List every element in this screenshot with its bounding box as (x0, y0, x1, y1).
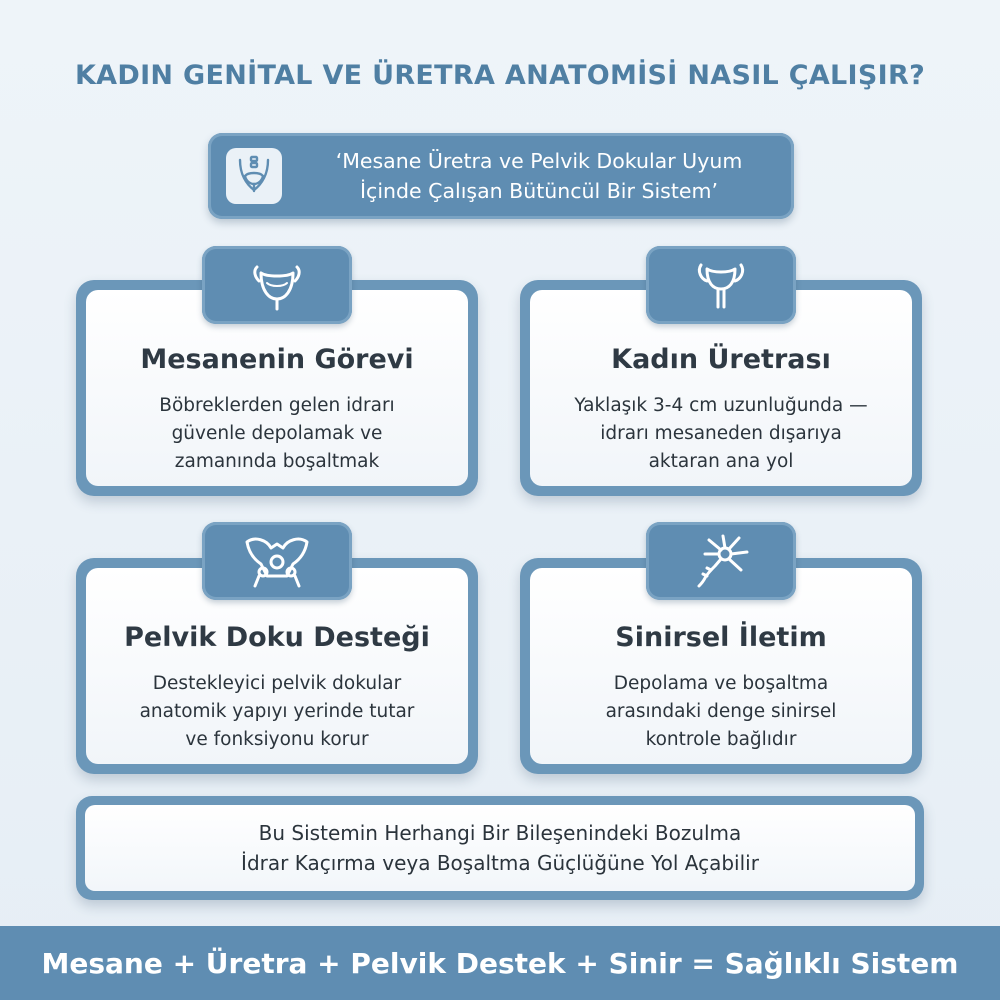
card-bladder-function (76, 280, 478, 496)
card-text: Depolama ve boşaltma arasındaki denge sinirsel kontrole bağlıdır (605, 673, 837, 750)
card-text: Yaklaşık 3-4 cm uzunluğunda — idrarı mesaneden dışarıya aktaran ana yol (574, 395, 868, 472)
card-pelvic-support (76, 558, 478, 774)
footer-summary: Mesane + Üretra + Pelvik Destek + Sinir = Sağlıklı Sistem (0, 926, 1000, 1000)
card-female-urethra (520, 280, 922, 496)
subtitle-banner (208, 133, 794, 219)
card-title: Mesanenin Görevi (140, 344, 414, 375)
subtitle-text: ‘Mesane Üretra ve Pelvik Dokular Uyum İçinde Çalışan Bütüncül Bir Sistem’ (335, 149, 743, 203)
neuron-icon (646, 522, 796, 600)
urethra-icon (646, 246, 796, 324)
card-neural-transmission (520, 558, 922, 774)
card-title: Pelvik Doku Desteği (124, 622, 430, 653)
card-text: Destekleyici pelvik dokular anatomik yapıyı yerinde tutar ve fonksiyonu korur (139, 673, 415, 750)
card-text: Böbreklerden gelen idrarı güvenle depolamak ve zamanında boşaltmak (159, 395, 395, 472)
bladder-icon (202, 246, 352, 324)
warning-note-box (76, 796, 924, 900)
pelvic-bone-icon (202, 522, 352, 600)
pelvis-anatomy-icon (226, 148, 282, 204)
card-title: Sinirsel İletim (615, 622, 827, 653)
page-title: KADIN GENİTAL VE ÜRETRA ANATOMİSİ NASIL ÇALIŞIR? (74, 60, 926, 91)
card-title: Kadın Üretrası (611, 344, 831, 375)
warning-note-text: Bu Sistemin Herhangi Bir Bileşenindeki Bozulma İdrar Kaçırma veya Boşaltma Güçlüğüne Yol Açabilir (85, 805, 915, 891)
